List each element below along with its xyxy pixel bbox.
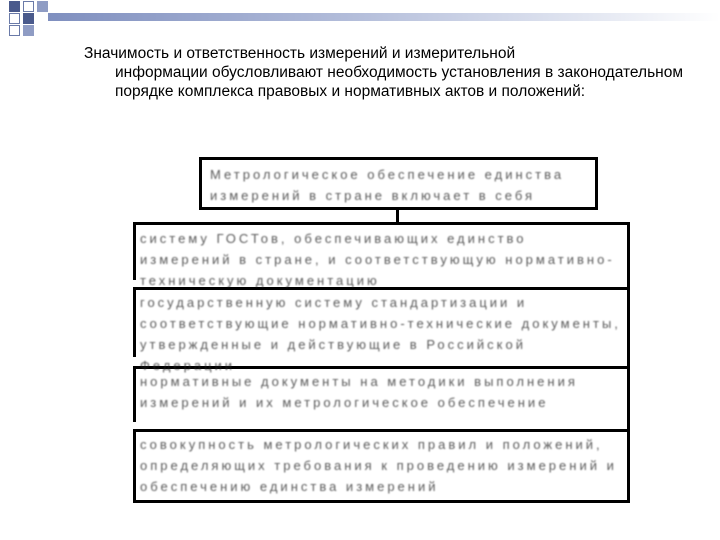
decor-square	[9, 1, 20, 12]
diagram-frame-line	[133, 500, 630, 503]
diagram-frame-line	[133, 222, 630, 225]
decor-square	[23, 13, 34, 24]
decor-square	[23, 25, 34, 36]
intro-first-line: Значимость и ответственность измерений и измерительной	[84, 45, 516, 62]
decor-square	[9, 25, 20, 36]
decor-square	[9, 13, 20, 24]
diagram-frame-line	[133, 429, 630, 432]
diagram-row-text: государственную систему стандартизации и соответствующие нормативно-технические документы, утвержденные и действующие в Российской Федерации	[140, 295, 621, 373]
diagram-top-box	[199, 157, 598, 210]
diagram-row	[140, 434, 624, 498]
diagram-frame-left-line	[133, 366, 136, 422]
decor-square	[23, 1, 34, 12]
diagram-frame-left-line	[133, 287, 136, 357]
header-gradient-band	[48, 13, 720, 21]
diagram-frame-left-line	[133, 429, 136, 503]
diagram-row	[140, 292, 624, 373]
intro-paragraph	[84, 44, 684, 101]
diagram-row	[140, 371, 624, 421]
diagram-row	[140, 228, 624, 288]
diagram-frame-left-line	[133, 222, 136, 280]
diagram-row-text: нормативные документы на методики выполнения измерений и их метрологическое обеспечение	[140, 374, 578, 410]
diagram-frame-right-line	[627, 222, 630, 503]
intro-continuation: информации обусловливают необходимость установления в законодательном порядке комплекса правовых и нормативных актов и положений:	[115, 64, 683, 100]
diagram-row-text: систему ГОСТов, обеспечивающих единство измерений в стране, и соответствующую нормативно-техническую документацию	[140, 231, 615, 288]
diagram-row-text: совокупность метрологических правил и положений, определяющих требования к проведению измерений и обеспечению единства измерений	[140, 437, 617, 494]
decor-square	[37, 1, 48, 12]
diagram-top-box-text: Метрологическое обеспечение единства измерений в стране включает в себя	[210, 167, 565, 203]
